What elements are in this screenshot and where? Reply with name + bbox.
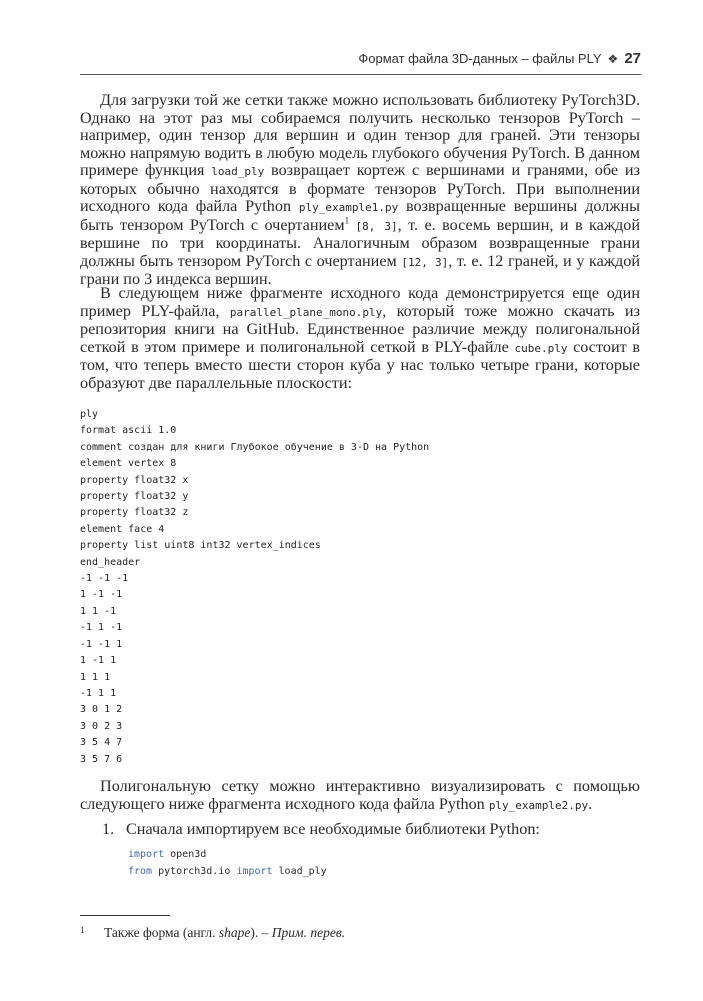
inline-code: ply_example2.py [488,798,589,812]
footnote-mark: 1 [80,925,85,935]
code-text: open3d [164,849,207,860]
text: ). – [250,925,272,940]
list-number: 1. [102,820,115,838]
inline-code: ply_example1.py [298,201,399,214]
text: возвращенные вершины должны быть тензором PyTorch с очертанием [80,197,641,234]
python-code-block [128,846,327,880]
paragraph-visualize [80,778,640,814]
text: shape [218,925,251,940]
ply-code-block: ply format ascii 1.0 comment создан для книги Глубокое обучение в 3-D на Python element vertex 8 property float32 x property float32 y property float32 z element face 4 property list uint8 int32 vertex_indices end_header -1 -1 -1 1 -1 -1 1 1 -1 -1 1 -1 -1 -1 1 1 -1 1 1 1 1 -1 1 1 3 0 1 2 3 0 2 3 3 5 4 7 3 5 7 6 [80,409,430,765]
keyword: import [236,866,273,877]
text: Также форма (англ. [104,925,219,940]
page-number: 27 [624,50,641,67]
inline-code: [12, 3] [401,255,449,269]
text: Для загрузки той же сетки также можно использовать библиотеку PyTorch3D. Однако на этот раз мы собираемся получить несколько тензоров PyTorch – например, один тензор для вершин и один тензор для граней. Эти тензоры можно напрямую водить в любую модель глубокого обучения PyTorch. В данном примере функция [80,91,640,179]
paragraph-ply-example [80,285,640,392]
text: состоит в том, что теперь вместо шести сторон куба у нас только четыре грани, которые образуют две параллельные плоскости: [80,337,640,392]
text: Полигональную сетку можно интерактивно визуализировать с помощью следующего ниже фрагмента исходного кода файла Python [80,777,640,813]
footnote-ref[interactable]: 1 [344,215,350,226]
footnote [80,925,345,941]
inline-code: cube.ply [514,341,568,355]
code-text: pytorch3d.io [152,866,237,877]
keyword: from [128,866,153,877]
running-title: Формат файла 3D-данных – файлы PLY [358,51,602,66]
paragraph-pytorch3d [80,92,640,289]
list-text: Сначала импортируем все необходимые библиотеки Python: [126,820,540,838]
keyword: import [128,849,165,860]
footnote-divider [80,915,170,916]
inline-code: [8, 3] [355,219,398,233]
code-text: load_ply [272,866,327,877]
text: , который тоже можно скачать из репозитория книги на GitHub. Единственное различие между полигональной сеткой в этом примере и полигональной сеткой в PLY-файле [80,301,640,356]
list-item-step-1 [102,820,540,839]
inline-code: load_ply [211,165,265,178]
text: , т. е. 12 граней, и у каждой грани по 3 индекса вершин. [80,251,640,288]
text: Прим. перев. [271,925,346,940]
text: возвращает кортеж с вершинами и гранями, обе из которых обычно находятся в формате тензоров PyTorch. При выполнении исходного кода файла Python [80,161,640,215]
ornament-icon: ❖ [607,52,619,66]
running-header [80,50,641,75]
text: , т. е. восемь вершин, и в каждой вершине по три координаты. Аналогичным образом возвращенные грани должны быть тензором PyTorch с очертанием [80,215,641,270]
text: В следующем ниже фрагменте исходного кода демонстрируется еще один пример PLY-файла, [80,284,640,320]
inline-code: parallel_plane_mono.ply [229,305,383,319]
text: . [588,794,593,813]
